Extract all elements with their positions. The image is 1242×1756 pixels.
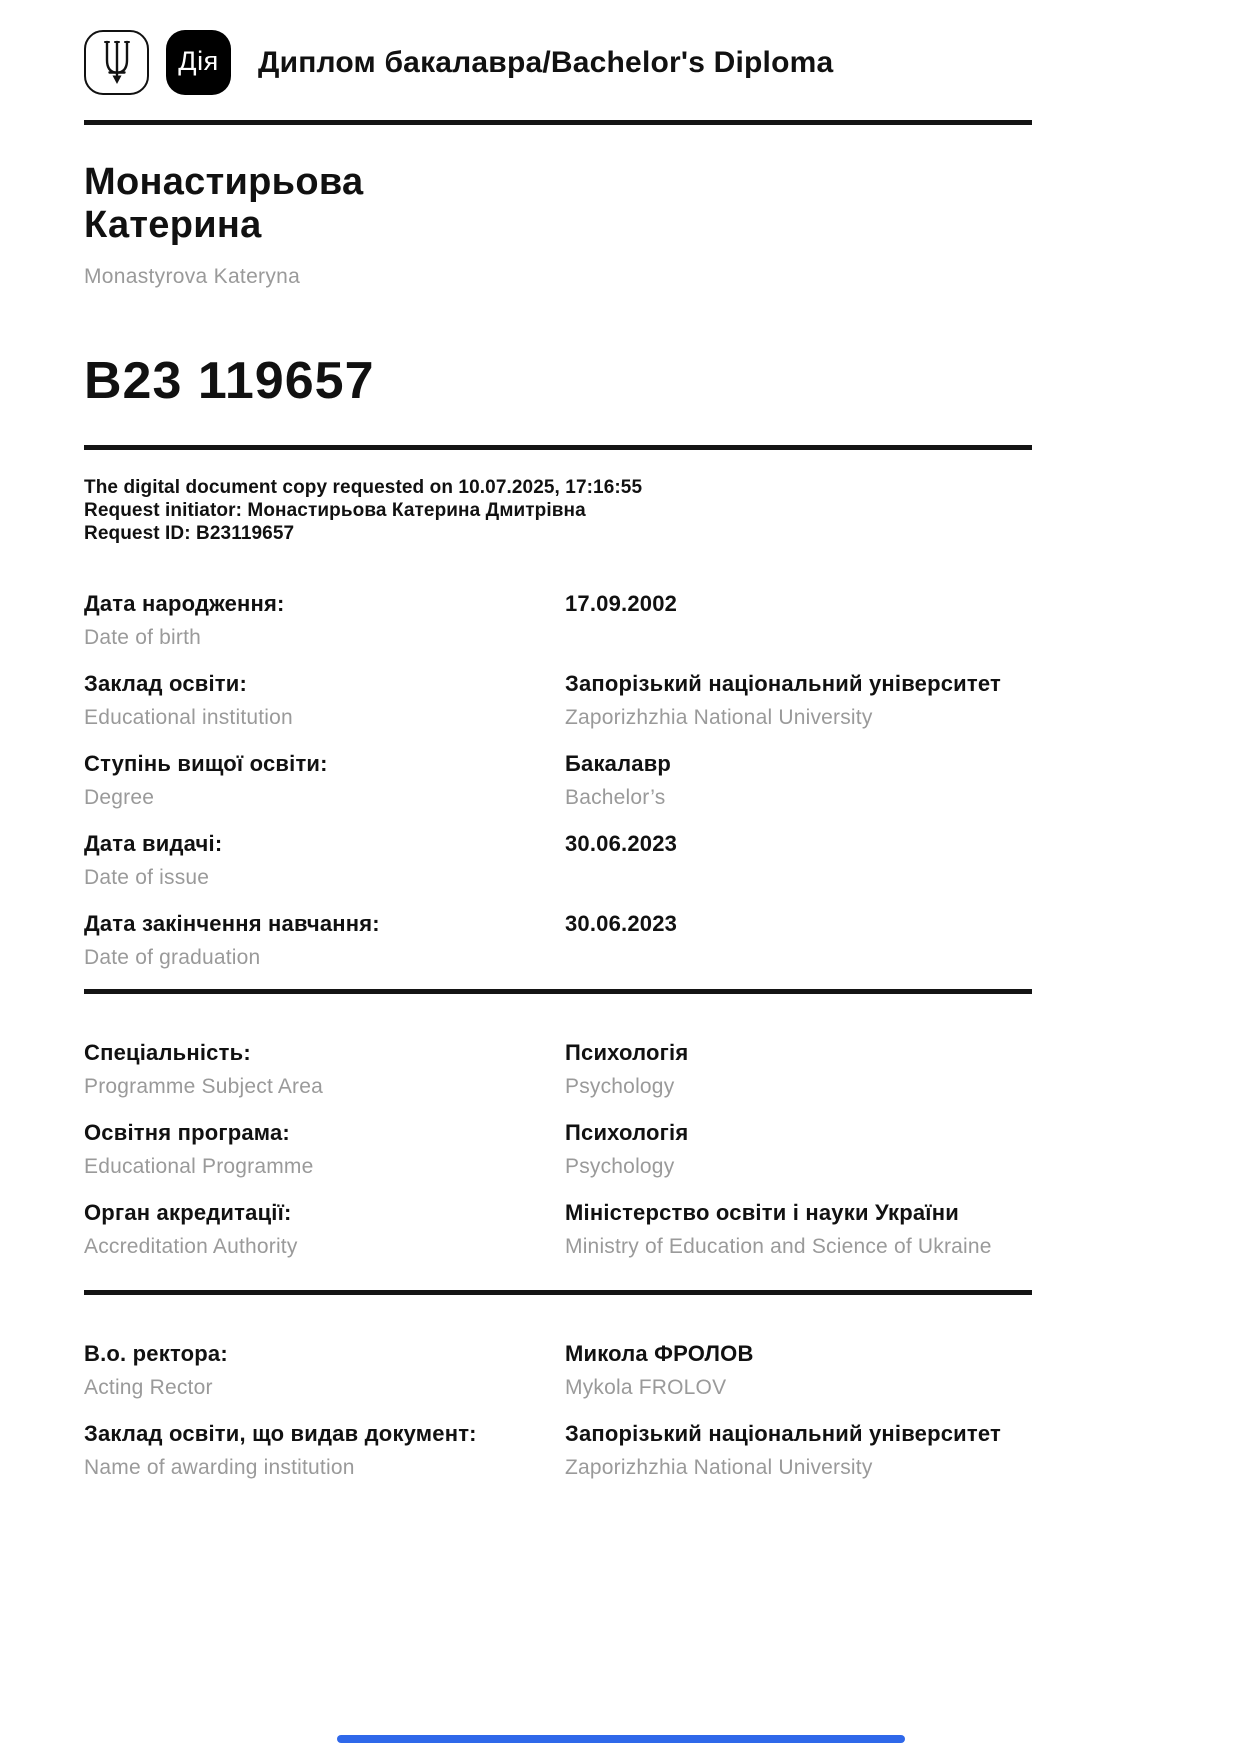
field-row-accreditation-authority [84,1198,1032,1262]
field-label-uk: Дата народження: [84,591,285,616]
field-label-en: Educational Programme [84,1155,314,1178]
holder-name-line2: Катерина [84,204,262,246]
field-value-uk: 17.09.2002 [565,591,678,616]
field-label-en: Name of awarding institution [84,1456,355,1479]
field-label-uk: Заклад освіти, що видав документ: [84,1421,477,1446]
field-label-uk: Заклад освіти: [84,671,248,696]
field-value-uk: Микола ФРОЛОВ [565,1341,754,1366]
field-row-programme-subject-area [84,1038,1032,1102]
fields-section-2 [84,1038,1032,1262]
holder-name-line1: Монастирьова [84,161,364,203]
field-value-en: Bachelor’s [565,786,666,809]
number-divider [84,445,1032,450]
field-value-uk: Бакалавр [565,751,672,776]
field-value-en: Psychology [565,1075,675,1098]
request-info-line2: Request initiator: Монастирьова Катерина Дмитрівна [84,500,586,521]
request-info-line3: Request ID: B23119657 [84,523,295,544]
field-value-uk: Психологія [565,1120,689,1145]
field-label-uk: Дата видачі: [84,831,223,856]
fields-section-1 [84,589,1032,973]
field-value-uk: Запорізький національний університет [565,1421,1001,1446]
field-label-en: Programme Subject Area [84,1075,324,1098]
bottom-accent-bar [337,1735,905,1743]
field-row-date-of-birth [84,589,1032,653]
field-value-en: Psychology [565,1155,675,1178]
field-row-awarding-institution [84,1419,1032,1483]
section-divider-1 [84,989,1032,994]
field-row-educational-programme [84,1118,1032,1182]
field-value-uk: 30.06.2023 [565,831,678,856]
field-label-en: Accreditation Authority [84,1235,298,1258]
field-label-uk: Дата закінчення навчання: [84,911,380,936]
field-row-date-of-graduation [84,909,1032,973]
field-label-en: Date of graduation [84,946,261,969]
document-number: B23 119657 [84,352,375,410]
field-row-educational-institution [84,669,1032,733]
field-row-degree [84,749,1032,813]
field-value-uk: 30.06.2023 [565,911,678,936]
field-value-en: Zaporizhzhia National University [565,1456,873,1479]
field-value-en: Zaporizhzhia National University [565,706,873,729]
diia-logo-text: Дія [178,46,219,76]
ukraine-trident-icon [84,30,149,95]
field-label-uk: Орган акредитації: [84,1200,292,1225]
field-row-date-of-issue [84,829,1032,893]
field-label-en: Educational institution [84,706,293,729]
page-title: Диплом бакалавра/Bachelor's Diploma [258,45,834,79]
document-header [84,30,1032,95]
field-label-en: Date of birth [84,626,201,649]
field-label-uk: Спеціальність: [84,1040,251,1065]
field-label-uk: Ступінь вищої освіти: [84,751,328,776]
field-label-uk: В.о. ректора: [84,1341,228,1366]
holder-name-latin: Monastyrova Kateryna [84,265,301,288]
field-value-en: Mykola FROLOV [565,1376,727,1399]
field-value-uk: Міністерство освіти і науки України [565,1200,959,1225]
field-label-en: Date of issue [84,866,210,889]
holder-name [84,161,1032,247]
request-info-line1: The digital document copy requested on 10.07.2025, 17:16:55 [84,477,643,498]
fields-section-3 [84,1339,1032,1483]
field-value-uk: Запорізький національний університет [565,671,1001,696]
field-value-en: Ministry of Education and Science of Ukraine [565,1235,992,1258]
header-divider [84,120,1032,125]
request-info [84,476,1032,545]
field-row-acting-rector [84,1339,1032,1403]
diia-logo [166,30,231,95]
field-label-uk: Освітня програма: [84,1120,290,1145]
field-value-uk: Психологія [565,1040,689,1065]
field-label-en: Acting Rector [84,1376,213,1399]
field-label-en: Degree [84,786,155,809]
section-divider-2 [84,1290,1032,1295]
